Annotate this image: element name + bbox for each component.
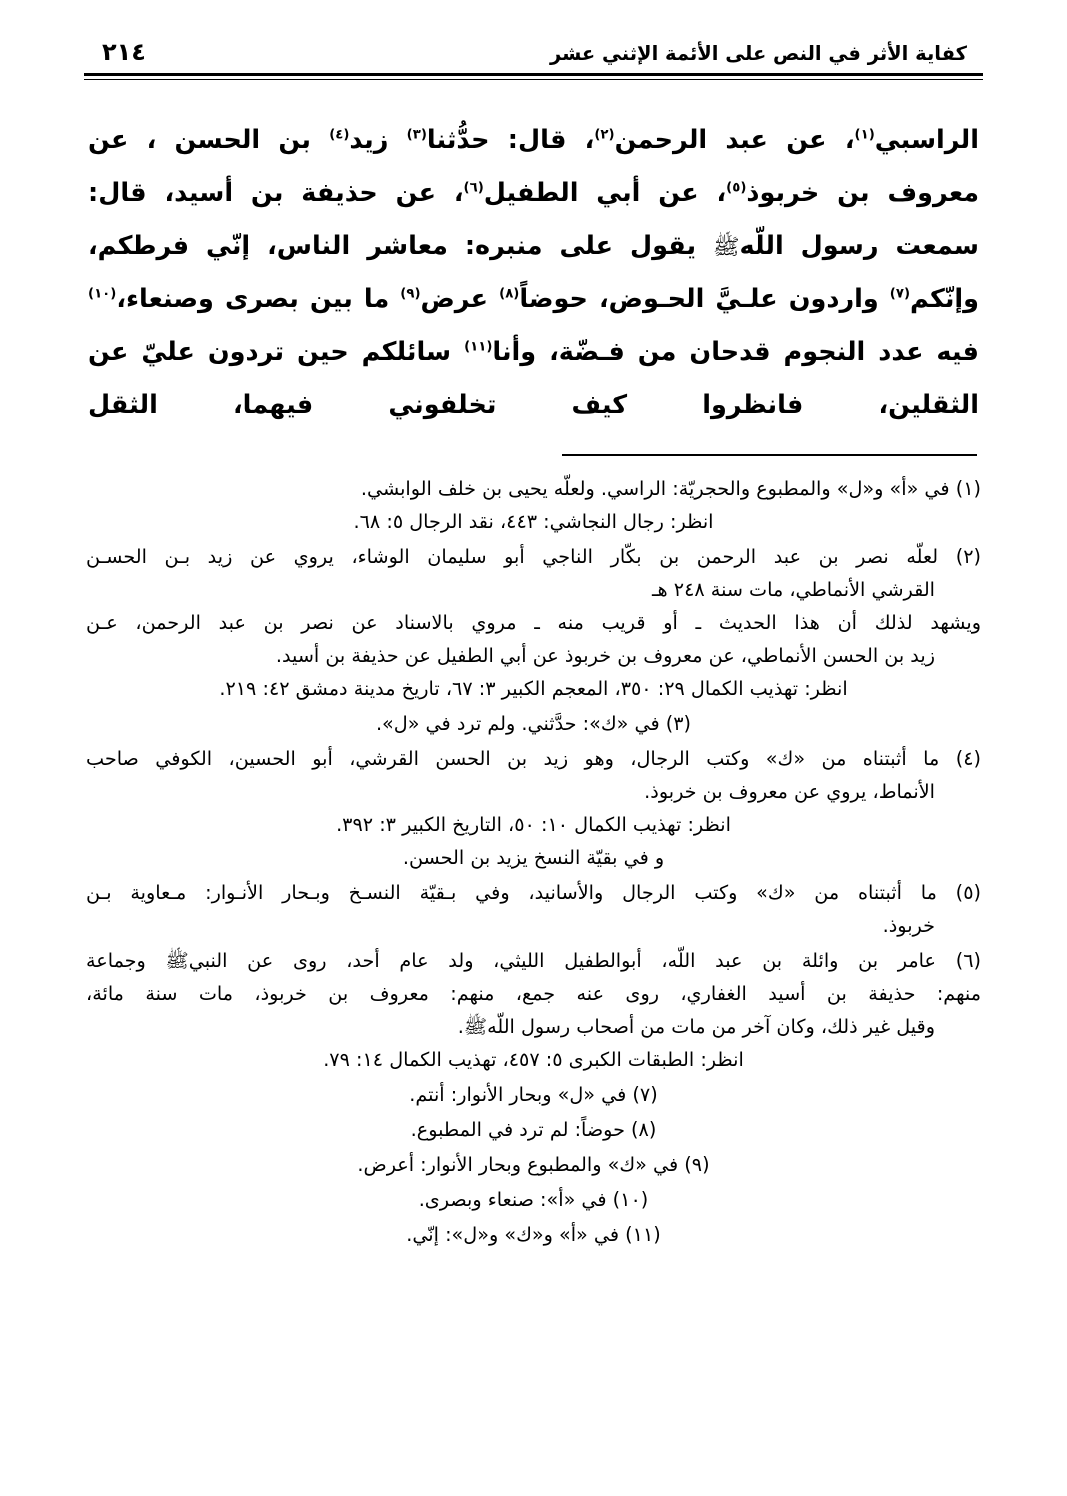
footnote-5 xyxy=(86,876,981,942)
footnote-marker: (٣) xyxy=(406,127,427,142)
page-number: ٢١٤ xyxy=(102,38,146,66)
footnote-8 xyxy=(86,1113,981,1146)
footnote-marker: (٥) xyxy=(726,180,747,196)
footnote-marker: (٤) xyxy=(329,127,350,142)
footnote-line: (٥) ما أثبتناه من «ك» وكتب الرجال والأسانيد، وفي بـقيّة النسـخ وبـحار الأنـوار: مـعاوية بـن xyxy=(86,880,981,904)
footnote-line: (١) في «أ» و«ل» والمطبوع والحجريّة: الراسي. ولعلّه يحيى بن خلف الوابشي. xyxy=(360,476,981,500)
footnote-line: (٢) لعلّه نصر بن عبد الرحمن بن بكّار الناجي أبو سليمان الوشاء، يروي عن زيد بـن الحسـن xyxy=(86,544,981,568)
paragraph-segment: يقول على منبره: معاشر الناس، إنّي فرطكم، وإنّكم xyxy=(88,230,979,314)
footnote-line: انظر: تهذيب الكمال ٢٩: ٣٥٠، المعجم الكبير ٣: ٦٧، تاريخ مدينة دمشق ٤٢: ٢١٩. xyxy=(219,676,848,700)
footnote-line: منهم: حذيفة بن أسيد الغفاري، روى عنه جمع، منهم: معروف بن خربوذ، مات سنة مائة، xyxy=(86,981,981,1005)
footnotes-section xyxy=(82,472,985,1251)
footnote-4 xyxy=(86,742,981,874)
footnote-10 xyxy=(86,1183,981,1216)
footnote-marker: (١١) xyxy=(464,339,493,355)
paragraph-segment: فيه عدد النجوم قدحان من فـضّة، وأنا xyxy=(492,336,980,367)
footnote-line: انظر: تهذيب الكمال ١٠: ٥٠، التاريخ الكبير ٣: ٣٩٢. xyxy=(336,812,731,836)
paragraph-segment: واردون علـيَّ الحـوض، حوضاً xyxy=(519,283,890,314)
footnote-marker: (٨) xyxy=(499,286,520,302)
footnote-marker: (٦) xyxy=(463,180,484,196)
footnote-line: (١١) في «أ» و«ك» و«ل»: إنّي. xyxy=(406,1223,661,1247)
footnote-line: خربوذ. xyxy=(882,913,935,937)
footnote-marker: (٧) xyxy=(889,286,910,302)
footnote-line: انظر: الطبقات الكبرى ٥: ٤٥٧، تهذيب الكمال ١٤: ٧٩. xyxy=(323,1047,744,1071)
paragraph-segment: عرض xyxy=(420,283,500,314)
footnote-separator xyxy=(562,454,977,456)
footnote-line: (٤) ما أثبتناه من «ك» وكتب الرجال، وهو زيد بن الحسن القرشي، أبو الحسين، الكوفي صاحب xyxy=(86,746,981,770)
paragraph-segment: زيد xyxy=(349,124,407,155)
footnote-line: الأنماط، يروي عن معروف بن خربوذ. xyxy=(644,779,935,803)
paragraph-segment: سائلكم حين تردون عليّ عن الثقلين، فانظروا كيف تخلفوني فيهما، الثقل xyxy=(88,336,979,420)
footnote-7 xyxy=(86,1078,981,1111)
footnote-marker: (٩) xyxy=(400,286,421,302)
footnote-9 xyxy=(86,1148,981,1181)
footnote-line: (٣) في «ك»: حدَّثني. ولم ترد في «ل». xyxy=(375,711,692,735)
paragraph-segment: ما بين بصرى وصنعاء، xyxy=(116,283,401,314)
paragraph-segment: الراسبي xyxy=(874,124,979,155)
header-divider xyxy=(82,73,985,80)
footnote-line: (٩) في «ك» والمطبوع وبحار الأنوار: أعرض. xyxy=(357,1153,710,1176)
header-rule-thin xyxy=(84,79,983,80)
footnote-2 xyxy=(86,540,981,705)
page-header xyxy=(82,38,985,66)
main-paragraph xyxy=(82,114,985,432)
footnote-marker: (١) xyxy=(854,127,875,142)
footnote-line: (٦) عامر بن وائلة بن عبد اللّه، أبوالطفيل الليثي، ولد عام أحد، روى عن النبيﷺ وجماعة xyxy=(86,948,981,972)
footnote-line: (٨) حوضاً: لم ترد في المطبوع. xyxy=(410,1117,657,1141)
book-title: كفاية الأثر في النص على الأئمة الإثني عشر xyxy=(549,42,967,65)
footnote-line: و في بقيّة النسخ يزيد بن الحسن. xyxy=(402,845,665,869)
footnote-line: (١٠) في «أ»: صنعاء وبصرى. xyxy=(418,1188,649,1212)
paragraph-segment: ، عن عبد الرحمن xyxy=(614,124,855,155)
footnote-marker: (٢) xyxy=(594,127,615,142)
footnote-line: وقيل غير ذلك، وكان آخر من مات من أصحاب رسول اللّهﷺ. xyxy=(457,1014,935,1038)
header-rule-thick xyxy=(84,73,983,76)
paragraph-segment: ، قال: حدُّثنا xyxy=(426,124,595,155)
footnote-line: القرشي الأنماطي، مات سنة ٢٤٨ هـ xyxy=(651,577,935,601)
footnote-6 xyxy=(86,944,981,1076)
footnote-3 xyxy=(86,707,981,740)
salla-icon: ﷺ xyxy=(713,234,740,260)
footnote-line: (٧) في «ل» وبحار الأنوار: أنتم. xyxy=(409,1082,658,1106)
footnote-line: زيد بن الحسن الأنماطي، عن معروف بن خربوذ عن أبي الطفيل عن حذيفة بن أسيد. xyxy=(275,643,935,667)
paragraph-segment: ، عن أبي الطفيل xyxy=(483,177,727,208)
footnote-line: انظر: رجال النجاشي: ٤٤٣، نقد الرجال ٥: ٦٨. xyxy=(353,509,714,533)
footnote-marker: (١٠) xyxy=(88,286,117,302)
footnote-line: ويشهد لذلك أن هذا الحديث ـ أو قريب منه ـ مروي بالاسناد عن نصر بن عبد الرحمن، عـن xyxy=(86,610,981,634)
paragraph-segment: بن الحسن ، عن معروف بن خربوذ xyxy=(88,124,979,208)
footnote-1 xyxy=(86,472,981,538)
footnote-11 xyxy=(86,1218,981,1251)
paragraph-segment: ، عن حذيفة بن أسيد، قال: سمعت رسول اللّه xyxy=(88,177,980,261)
